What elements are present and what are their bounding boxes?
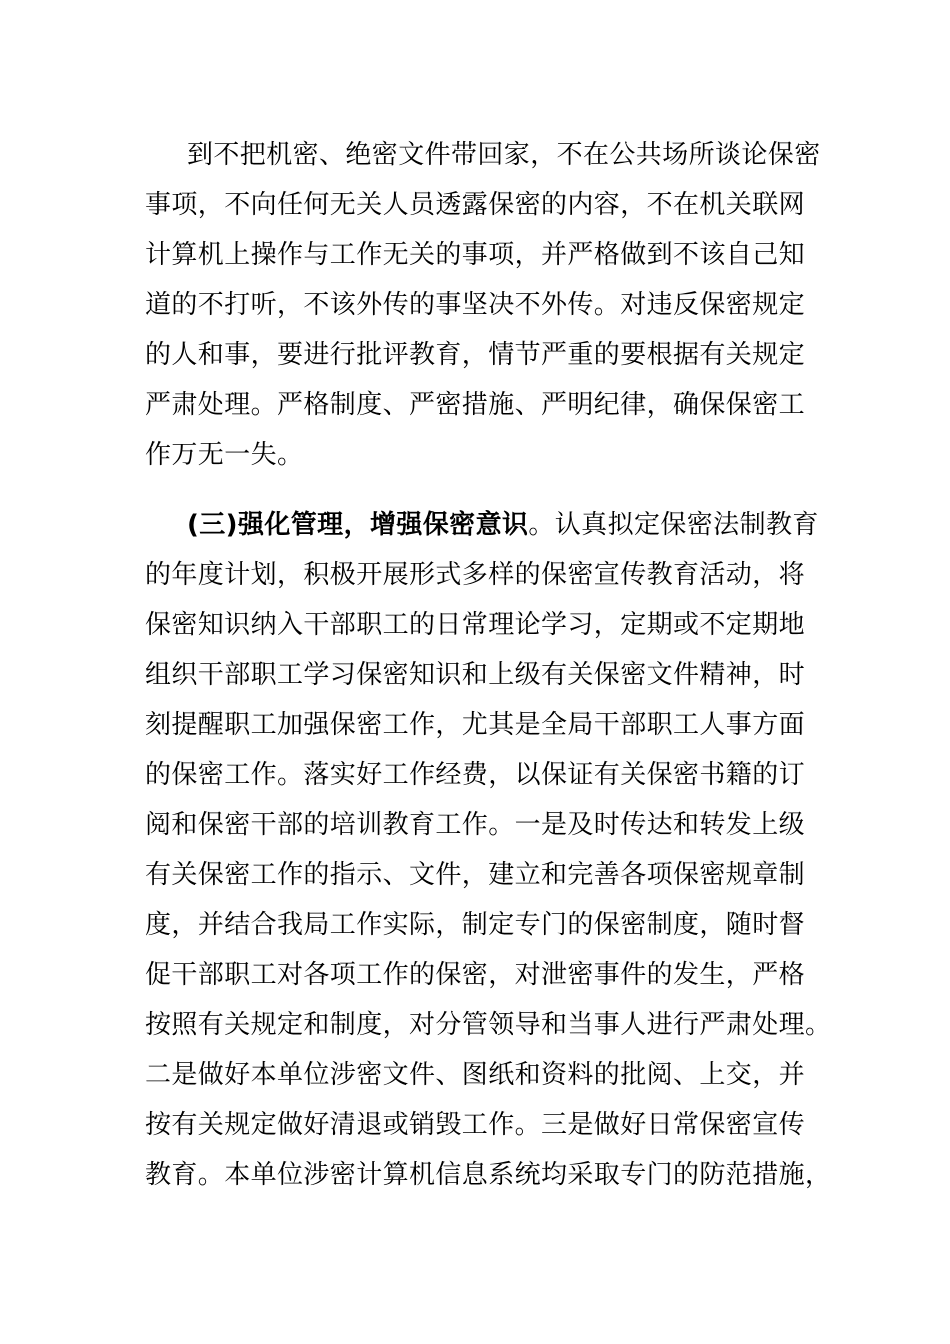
text-line: 按有关规定做好清退或销毁工作。三是做好日常保密宣传 xyxy=(145,1110,806,1140)
text-line: 度，并结合我局工作实际，制定专门的保密制度，随时督 xyxy=(145,910,806,940)
text-line: 事项，不向任何无关人员透露保密的内容，不在机关联网 xyxy=(145,190,806,220)
text-line xyxy=(187,500,857,550)
section-heading: (三)强化管理，增强保密意识 xyxy=(187,510,529,540)
text-line: 的人和事，要进行批评教育，情节严重的要根据有关规定 xyxy=(145,340,806,370)
text-line: 的年度计划，积极开展形式多样的保密宣传教育活动，将 xyxy=(145,560,806,590)
text-line: 二是做好本单位涉密文件、图纸和资料的批阅、上交，并 xyxy=(145,1060,806,1090)
text-line: 组织干部职工学习保密知识和上级有关保密文件精神，时 xyxy=(145,660,806,690)
text-line: 到不把机密、绝密文件带回家，不在公共场所谈论保密 xyxy=(187,140,821,170)
text-span: 。认真拟定保密法制教育 xyxy=(528,510,819,540)
text-line: 刻提醒职工加强保密工作，尤其是全局干部职工人事方面 xyxy=(145,710,806,740)
text-line: 道的不打听，不该外传的事坚决不外传。对违反保密规定 xyxy=(145,290,806,320)
text-line: 计算机上操作与工作无关的事项，并严格做到不该自己知 xyxy=(145,240,806,270)
text-line: 阅和保密干部的培训教育工作。一是及时传达和转发上级 xyxy=(145,810,806,840)
text-line: 严肃处理。严格制度、严密措施、严明纪律，确保保密工 xyxy=(145,390,806,420)
text-line: 促干部职工对各项工作的保密，对泄密事件的发生，严格 xyxy=(145,960,806,990)
text-line: 有关保密工作的指示、文件，建立和完善各项保密规章制 xyxy=(145,860,806,890)
text-line: 的保密工作。落实好工作经费，以保证有关保密书籍的订 xyxy=(145,760,806,790)
text-line: 作万无一失。 xyxy=(145,440,304,470)
text-line: 保密知识纳入干部职工的日常理论学习，定期或不定期地 xyxy=(145,610,806,640)
text-line: 教育。本单位涉密计算机信息系统均采取专门的防范措施， xyxy=(145,1160,832,1190)
text-line: 按照有关规定和制度，对分管领导和当事人进行严肃处理。 xyxy=(145,1010,832,1040)
